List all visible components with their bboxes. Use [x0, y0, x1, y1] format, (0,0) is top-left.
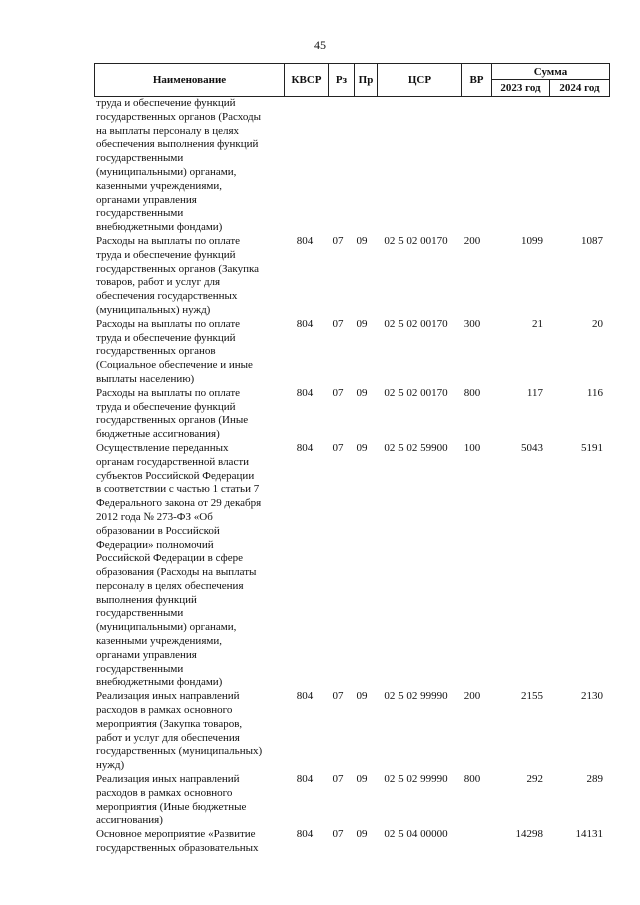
row-name-line: государственных (муниципальных) — [96, 745, 263, 758]
row-name-line: (Социальное обеспечение и иные — [96, 359, 253, 372]
row-name-line: товаров, работ и услуг для — [96, 276, 221, 289]
table-row — [0, 828, 640, 856]
row-name-line: органами управления — [96, 193, 197, 206]
cell-rz: 07 — [332, 773, 344, 786]
row-name-line: Основное мероприятие «Развитие — [96, 828, 256, 841]
cell-sum-2024: 289 — [586, 773, 603, 786]
cell-kvsr: 804 — [296, 690, 314, 703]
row-name-line: Федерального закона от 29 декабря — [96, 497, 262, 510]
row-name-line: расходов в рамках основного — [96, 704, 233, 717]
row-name-line: Федерации» полномочий — [96, 538, 214, 551]
row-name — [96, 97, 286, 235]
cell-csr: 02 5 02 59900 — [384, 441, 448, 454]
row-name-line: обеспечения выполнения функций — [96, 138, 259, 151]
cell-kvsr: 804 — [296, 386, 314, 399]
cell-sum-2023: 21 — [532, 317, 543, 330]
header-name: Наименование — [94, 63, 284, 97]
row-name — [96, 828, 286, 856]
table-row — [0, 387, 640, 442]
row-name-line: казенными учреждениями, — [96, 179, 222, 192]
cell-csr: 02 5 02 00170 — [384, 234, 448, 247]
cell-vr: 100 — [463, 441, 481, 454]
row-name — [96, 318, 286, 387]
row-name-line: Расходы на выплаты по оплате — [96, 317, 241, 330]
row-name-line: выполнения функций — [96, 593, 197, 606]
row-name — [96, 387, 286, 442]
row-name-line: Осуществление переданных — [96, 441, 229, 454]
row-name-line: Реализация иных направлений — [96, 773, 240, 786]
cell-sum-2024: 14131 — [575, 828, 603, 841]
row-name-line: труда и обеспечение функций — [96, 97, 236, 109]
row-name-line: персоналу в целях обеспечения — [96, 579, 244, 592]
table-row — [0, 442, 640, 690]
cell-rz: 07 — [332, 234, 344, 247]
row-name-line: органам государственной власти — [96, 455, 250, 468]
row-name-line: мероприятия (Иные бюджетные — [96, 800, 247, 813]
row-name-line: государственных образовательных — [96, 842, 259, 855]
cell-rz: 07 — [332, 828, 344, 841]
cell-pr: 09 — [356, 441, 368, 454]
cell-kvsr: 804 — [296, 441, 314, 454]
cell-sum-2024: 5191 — [581, 441, 603, 454]
row-name-line: государственных органов (Расходы — [96, 110, 262, 123]
cell-vr: 300 — [463, 317, 481, 330]
row-name-line: 2012 года № 273-ФЗ «Об — [96, 510, 213, 523]
cell-sum-2024: 20 — [592, 317, 603, 330]
row-name-line: образовании в Российской — [96, 524, 220, 537]
table-row — [0, 235, 640, 318]
row-name-line: (муниципальными) органами, — [96, 621, 237, 634]
cell-sum-2023: 292 — [526, 773, 543, 786]
table-row — [0, 773, 640, 828]
header-sum: Сумма — [491, 63, 610, 80]
row-name-line: казенными учреждениями, — [96, 635, 222, 648]
row-name-line: на выплаты персоналу в целях — [96, 124, 240, 137]
cell-sum-2023: 2155 — [521, 690, 543, 703]
row-name-line: государственными — [96, 207, 184, 220]
cell-pr: 09 — [356, 317, 368, 330]
cell-rz: 07 — [332, 386, 344, 399]
cell-csr: 02 5 02 99990 — [384, 773, 448, 786]
cell-vr: 800 — [463, 773, 481, 786]
header-pr: Пр — [354, 63, 377, 97]
row-name-line: органами управления — [96, 648, 197, 661]
cell-sum-2023: 14298 — [515, 828, 543, 841]
row-name-line: государственных органов (Иные — [96, 414, 249, 427]
page-number: 45 — [314, 38, 326, 52]
cell-rz: 07 — [332, 690, 344, 703]
row-name-line: (муниципальных) нужд) — [96, 303, 211, 316]
row-name-line: Российской Федерации в сфере — [96, 552, 244, 565]
row-name-line: труда и обеспечение функций — [96, 248, 236, 261]
cell-sum-2023: 5043 — [521, 441, 543, 454]
row-name-line: внебюджетными фондами) — [96, 676, 223, 689]
row-name-line: субъектов Российской Федерации — [96, 469, 255, 482]
row-name-line: государственными — [96, 662, 184, 675]
row-name-line: труда и обеспечение функций — [96, 331, 236, 344]
cell-pr: 09 — [356, 773, 368, 786]
row-name — [96, 442, 286, 690]
header-2024: 2024 год — [549, 79, 610, 97]
cell-csr: 02 5 04 00000 — [384, 828, 448, 841]
cell-vr: 800 — [463, 386, 481, 399]
cell-sum-2024: 2130 — [581, 690, 603, 703]
cell-csr: 02 5 02 00170 — [384, 386, 448, 399]
cell-pr: 09 — [356, 828, 368, 841]
row-name-line: Реализация иных направлений — [96, 690, 240, 703]
cell-kvsr: 804 — [296, 773, 314, 786]
cell-vr: 200 — [463, 690, 481, 703]
row-name-line: нужд) — [96, 759, 125, 772]
row-name-line: государственных органов — [96, 345, 216, 358]
row-name-line: выплаты населению) — [96, 372, 195, 385]
row-name — [96, 690, 286, 773]
row-name-line: в соответствии с частью 1 статьи 7 — [96, 483, 260, 496]
row-name-line: государственными — [96, 607, 184, 620]
row-name-line: (муниципальными) органами, — [96, 165, 237, 178]
row-name-line: образования (Расходы на выплаты — [96, 566, 257, 579]
cell-sum-2023: 1099 — [521, 234, 543, 247]
table-header — [94, 63, 610, 97]
header-rz: Рз — [328, 63, 354, 97]
row-name-line: расходов в рамках основного — [96, 786, 233, 799]
cell-csr: 02 5 02 00170 — [384, 317, 448, 330]
header-kvsr: КВСР — [284, 63, 328, 97]
row-name-line: ассигнования) — [96, 814, 163, 827]
row-name-line: внебюджетными фондами) — [96, 221, 223, 234]
cell-rz: 07 — [332, 441, 344, 454]
table-row — [0, 97, 640, 235]
header-2023: 2023 год — [491, 79, 549, 97]
cell-kvsr: 804 — [296, 317, 314, 330]
cell-pr: 09 — [356, 386, 368, 399]
row-name — [96, 235, 286, 318]
cell-vr: 200 — [463, 234, 481, 247]
row-name-line: государственных органов (Закупка — [96, 262, 260, 275]
cell-csr: 02 5 02 99990 — [384, 690, 448, 703]
row-name-line: работ и услуг для обеспечения — [96, 731, 240, 744]
row-name-line: обеспечения государственных — [96, 290, 238, 303]
cell-sum-2023: 117 — [526, 386, 543, 399]
row-name-line: мероприятия (Закупка товаров, — [96, 717, 243, 730]
row-name-line: Расходы на выплаты по оплате — [96, 234, 241, 247]
row-name-line: Расходы на выплаты по оплате — [96, 386, 241, 399]
header-csr: ЦСР — [377, 63, 461, 97]
row-name-line: бюджетные ассигнования) — [96, 428, 220, 441]
cell-sum-2024: 116 — [586, 386, 603, 399]
cell-rz: 07 — [332, 317, 344, 330]
row-name-line: труда и обеспечение функций — [96, 400, 236, 413]
cell-pr: 09 — [356, 234, 368, 247]
header-vr: ВР — [461, 63, 491, 97]
cell-kvsr: 804 — [296, 828, 314, 841]
table-body — [0, 97, 640, 856]
table-row — [0, 318, 640, 387]
cell-kvsr: 804 — [296, 234, 314, 247]
table-row — [0, 690, 640, 773]
row-name-line: государственными — [96, 152, 184, 165]
cell-pr: 09 — [356, 690, 368, 703]
row-name — [96, 773, 286, 828]
cell-sum-2024: 1087 — [581, 234, 603, 247]
